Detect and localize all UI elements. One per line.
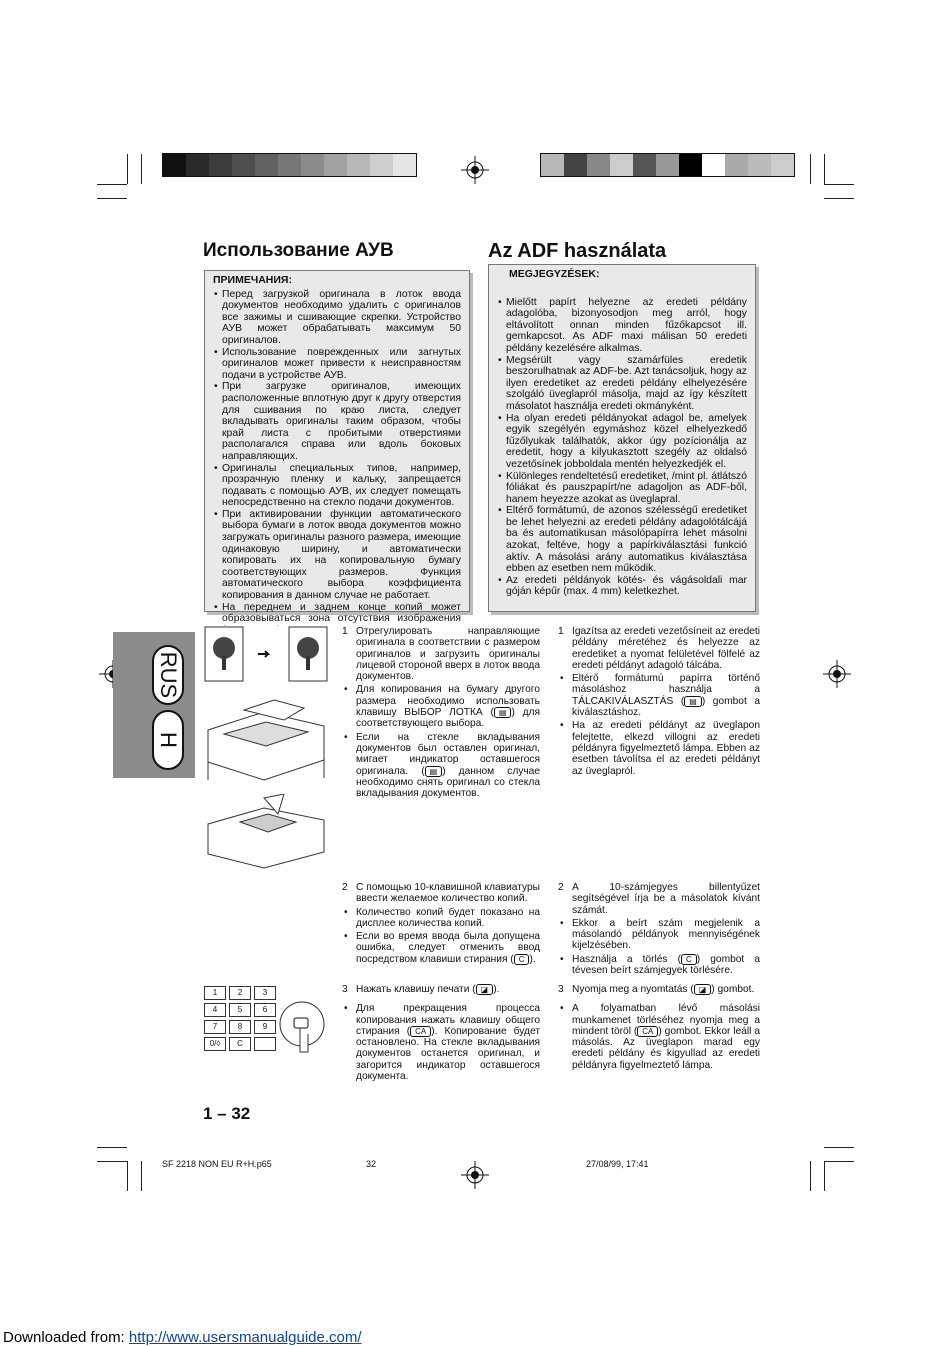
hu-title: Az ADF használata bbox=[488, 240, 667, 262]
keypad-key[interactable]: 0/◊ bbox=[204, 1037, 226, 1051]
color-bar-left bbox=[162, 153, 417, 177]
crop-mark bbox=[810, 1161, 811, 1191]
color-swatch bbox=[633, 154, 656, 176]
keypad bbox=[204, 986, 274, 1051]
hu-notes-box bbox=[488, 264, 756, 612]
copier-glass-icon bbox=[204, 794, 328, 870]
registration-mark-icon bbox=[461, 156, 489, 184]
hu-step2-bullet: • Használja a törlés ( C ) gombot a tévesen beírt számjegyek törlésére. bbox=[572, 954, 760, 977]
ru-note: • На переднем и заднем конце копий может образовываться зона отсутствия изображения bbox=[222, 602, 461, 637]
color-swatch bbox=[186, 154, 209, 176]
crop-mark bbox=[824, 1147, 854, 1148]
color-swatch bbox=[232, 154, 255, 176]
crop-mark bbox=[127, 1161, 128, 1191]
footer-date: 27/08/99, 17:41 bbox=[586, 1159, 649, 1169]
footer-filename: SF 2218 NON EU R+H.p65 bbox=[162, 1159, 272, 1169]
ru-step-3: 3 Нажать клавишу печати ( ◪ ). • Для прекращения процесса копирования нажать клавишу общего стирания ( CA ). Копирование будет остановлено. На стекле вкладывания документов останется оригинал, и загорится индикатор оставшегося документа. bbox=[342, 984, 540, 1084]
color-swatch bbox=[347, 154, 370, 176]
crop-mark bbox=[810, 154, 811, 184]
ru-note: • Оригиналы специальных типов, например, прозрачную пленку и кальку, запрещается подавать с помощью АУВ, их следует помещать непосредственно на стекло подачи документов. bbox=[222, 463, 461, 509]
tab-rus[interactable]: RUS bbox=[152, 645, 184, 705]
ru-note: • Использование поврежденных или загнутых оригиналов может привести к неисправностям подачи в устройстве АУВ. bbox=[222, 347, 461, 382]
keypad-key[interactable]: 8 bbox=[229, 1020, 251, 1034]
tray-select-key-icon: ▤ bbox=[494, 707, 512, 718]
tab-h[interactable]: H bbox=[152, 710, 184, 770]
ru-step3-bullet: • Для прекращения процесса копирования нажать клавишу общего стирания ( CA ). Копирование будет остановлено. На стекле вкладывания документов останется оригинал, и загорится индикатор оставшегося документа. bbox=[356, 1003, 540, 1082]
ru-step2-bullet: • Количество копий будет показано на дисплее количества копий. bbox=[356, 907, 540, 930]
keypad-key[interactable]: 6 bbox=[254, 1003, 276, 1017]
hu-step1-bullet: • Ha az eredeti példányt az üveglapon felejtette, elkezd villogni az eredeti példányra figyelmeztető lámpa. Ebben az esetben távolítsa el az eredeti példányt az üveglapról. bbox=[572, 720, 760, 776]
hu-notes-title: MEGJEGYZÉSEK: bbox=[509, 268, 600, 280]
keypad-illustration bbox=[204, 984, 328, 1056]
crop-mark bbox=[97, 198, 127, 199]
hu-step1-bullet: • Eltérő formátumú papírra történő másoláshoz használja a TÁLCAKIVÁLASZTÁS ( ▤ ) gombot a kiválasztáshoz. bbox=[572, 673, 760, 718]
hu-note: • Ha olyan eredeti példányokat adagol be, amelyek egyik szegélyén egymáshoz közel elhelyezkedő fűzőlyukak találhatók, akkor úgy pozícionálja az eredetit, hogy a kilyukasztott szegély az oldalsó vezetősínek jobboldala mentén helyezkedjék el. bbox=[506, 413, 747, 471]
crop-mark bbox=[824, 198, 854, 199]
color-swatch bbox=[679, 154, 702, 176]
ru-step1-bullet: • Для копирования на бумагу другого размера необходимо использовать клавишу ВЫБОР ЛОТКА ( ▤ ) для соответствующего выбора. bbox=[356, 684, 540, 729]
color-swatch bbox=[771, 154, 794, 176]
crop-mark bbox=[97, 1161, 127, 1162]
hu-note: • Az eredeti példányok kötés- és vágásoldali mar góján képűr (max. 4 mm) keletkezhet. bbox=[506, 575, 747, 598]
hu-step3-bullet: • A folyamatban lévő másolási munkamenet törléséhez nyomja meg a mindent töröl ( CA ) gombot. Ekkor leáll a másolás. Az üveglapon marad egy eredeti példány és kigyullad az eredeti példányra figyelmeztető lámpa. bbox=[572, 1003, 760, 1071]
keypad-key[interactable]: 4 bbox=[204, 1003, 226, 1017]
crop-mark bbox=[824, 184, 854, 185]
keypad-key[interactable]: 5 bbox=[229, 1003, 251, 1017]
crop-mark bbox=[141, 1161, 142, 1191]
color-swatch bbox=[324, 154, 347, 176]
tray-select-key-icon: ▤ bbox=[684, 696, 702, 707]
crop-mark bbox=[824, 154, 825, 184]
hu-note: • Eltérő formátumú, de azonos szélességű eredetiket be lehet helyezni az eredeti példány adagolótálcájá ba és automatikusan másolópapírra lehet másolni azokat, feltéve, hogy a papírkiválasztási funkció aktív. A másolási arány automatikus kiválasztása ebben az esetben nem működik. bbox=[506, 505, 747, 575]
original-indicator-icon: ▤ bbox=[425, 766, 443, 777]
adf-loading-illustration bbox=[204, 690, 328, 786]
ru-title: Использование АУВ bbox=[203, 240, 394, 261]
keypad-key[interactable]: 3 bbox=[254, 986, 276, 1000]
color-swatch bbox=[587, 154, 610, 176]
color-swatch bbox=[541, 154, 564, 176]
ru-step2-bullet: • Если во время ввода была допущена ошибка, следует отменить ввод посредством клавиши стирания ( C ). bbox=[356, 931, 540, 965]
keypad-key[interactable]: 1 bbox=[204, 986, 226, 1000]
print-key-icon: ◪ bbox=[476, 984, 494, 995]
keypad-key[interactable]: 7 bbox=[204, 1020, 226, 1034]
crop-mark bbox=[97, 1147, 127, 1148]
page-number: 1 – 32 bbox=[203, 1104, 251, 1123]
color-swatch bbox=[702, 154, 725, 176]
all-clear-key-icon: CA bbox=[410, 1026, 431, 1037]
color-swatch bbox=[163, 154, 186, 176]
start-button-icon bbox=[274, 984, 328, 1056]
ru-step-1: 1 Отрегулировать направляющие оригинала в соответствии с размером оригиналов и загрузить оригиналы лицевой стороной вверх в лоток ввода документов. • Для копирования на бумагу другого размера необходимо использовать клавишу ВЫБОР ЛОТКА ( ▤ ) для соответствующего выбора. • Если на стекле вкладывания документов был оставлен оригинал, мигает индикатор оставшегося оригинала. ( ▤ ) данном случае необходимо снять оригинал со стекла вкладывания документов. bbox=[342, 626, 540, 801]
all-clear-key-icon: CA bbox=[637, 1026, 658, 1037]
ru-step1-bullet: • Если на стекле вкладывания документов был оставлен оригинал, мигает индикатор оставшегося оригинала. ( ▤ ) данном случае необходимо снять оригинал со стекла вкладывания документов. bbox=[356, 732, 540, 800]
keypad-key[interactable]: 9 bbox=[254, 1020, 276, 1034]
color-swatch bbox=[255, 154, 278, 176]
color-swatch bbox=[301, 154, 324, 176]
hu-step2-bullet: • Ekkor a beírt szám megjelenik a másolandó példányok mennyiségének kijelzésében. bbox=[572, 918, 760, 952]
clear-key-icon: C bbox=[514, 954, 530, 965]
color-bar-right bbox=[540, 153, 795, 177]
download-source: Downloaded from: http://www.usersmanualguide.com/ bbox=[3, 1329, 362, 1346]
ru-note: • При активировании функции автоматического выбора бумаги в лоток ввода документов можно загружать оригиналы разного размера, имеющие одинаковую ширину, и автоматически копировать их на копировальную бумагу соответствующих размеров. Функция автоматического выбора коэффициента копирования в данном случае не работает. bbox=[222, 509, 461, 602]
hu-note: • Megsérült vagy szamárfüles eredetik beszorulhatnak az ADF-be. Azt tanácsoljuk, hogy az ilyen eredetiket az eredeti példány elhelyezésére szolgáló üveglapról másolja, majd az így készített másolatot használja eredeti okmányként. bbox=[506, 355, 747, 413]
document-tree-icon bbox=[204, 626, 328, 682]
keypad-key[interactable]: C bbox=[229, 1037, 251, 1051]
original-orientation-illustration bbox=[204, 626, 328, 682]
registration-mark-icon bbox=[461, 1161, 489, 1189]
keypad-key[interactable] bbox=[254, 1037, 276, 1051]
color-swatch bbox=[725, 154, 748, 176]
keypad-key[interactable]: 2 bbox=[229, 986, 251, 1000]
ru-notes-title: ПРИМЕЧАНИЯ: bbox=[213, 274, 292, 286]
hu-note: • Mielőtt papírt helyezne az eredeti példány adagolóba, bizonyosodjon meg arról, hogy eltávolított onnan minden fűzőkapcsot ill. gemkapcsot. As ADF maxi málisan 50 eredeti példány kezelésére alkalmas. bbox=[506, 297, 747, 355]
crop-mark bbox=[97, 184, 127, 185]
ru-step-2: 2 С помощью 10-клавишной клавиатуры ввести желаемое количество копий. • Количество копий будет показано на дисплее количества копий. • Если во время ввода была допущена ошибка, следует отменить ввод посредством клавиши стирания ( C ). bbox=[342, 882, 540, 967]
color-swatch bbox=[610, 154, 633, 176]
color-swatch bbox=[370, 154, 393, 176]
crop-mark bbox=[127, 154, 128, 184]
ru-note: • При загрузке оригиналов, имеющих расположенные вплотную друг к другу отверстия для сшивания по краю листа, следует вкладывать оригиналы таким образом, чтобы край листа с пробитыми отверстиями располагался справа или вдоль боковых направляющих. bbox=[222, 381, 461, 462]
footer-page: 32 bbox=[366, 1159, 377, 1169]
color-swatch bbox=[209, 154, 232, 176]
crop-mark bbox=[141, 154, 142, 184]
hu-step-2: 2 A 10-számjegyes billentyűzet segítségével írja be a másolatok kívánt számát. • Ekkor a beírt szám megjelenik a másolandó példányok mennyiségének kijelzésében. • Használja a törlés ( C ) gombot a tévesen beírt számjegyek törlésére. bbox=[558, 882, 760, 978]
ru-note: • Перед загрузкой оригинала в лоток ввода документов необходимо удалить с оригиналов все зажимы и сшивающие скрепки. Устройство АУВ может обрабатывать максимум 50 оригиналов. bbox=[222, 289, 461, 347]
color-swatch bbox=[748, 154, 771, 176]
hu-step-3: 3 Nyomja meg a nyomtatás ( ◪ ) gombot. • A folyamatban lévő másolási munkamenet törléséhez nyomja meg a mindent töröl ( CA ) gombot. Ekkor leáll a másolás. Az üveglapon marad egy eredeti példány és kigyullad az eredeti példányra figyelmeztető lámpa. bbox=[558, 984, 760, 1073]
color-swatch bbox=[278, 154, 301, 176]
hu-note: • Különleges rendeltetésű eredetiket, /mint pl. átlátszó fóliákat és pauszpapírt/ne adagoljon as ADF-ből, hanem heyezze azokat as üveglapral. bbox=[506, 471, 747, 506]
ru-notes-box bbox=[204, 270, 470, 625]
print-key-icon: ◪ bbox=[694, 984, 712, 995]
hu-step-1: 1 Igazítsa az eredeti vezetősíneit az eredeti példány méretéhez és helyezze az eredetiket a nyomat felületével fölfelé az eredeti példányt adagoló tálcába. • Eltérő formátumú papírra történő másoláshoz használja a TÁLCAKIVÁLASZTÁS ( ▤ ) gombot a kiválasztáshoz. • Ha az eredeti példányt az üveglapon felejtette, elkezd villogni az eredeti példányra figyelmeztető lámpa. Ebben az esetben távolítsa el az eredeti példányt az üveglapról. bbox=[558, 626, 760, 779]
color-swatch bbox=[393, 154, 416, 176]
copier-adf-icon bbox=[204, 690, 328, 786]
download-link[interactable]: http://www.usersmanualguide.com/ bbox=[128, 1329, 362, 1346]
registration-mark-icon bbox=[823, 660, 851, 688]
crop-mark bbox=[824, 1161, 854, 1162]
color-swatch bbox=[656, 154, 679, 176]
glass-warning-illustration bbox=[204, 794, 328, 870]
clear-key-icon: C bbox=[681, 954, 697, 965]
color-swatch bbox=[564, 154, 587, 176]
crop-mark bbox=[824, 1161, 825, 1191]
